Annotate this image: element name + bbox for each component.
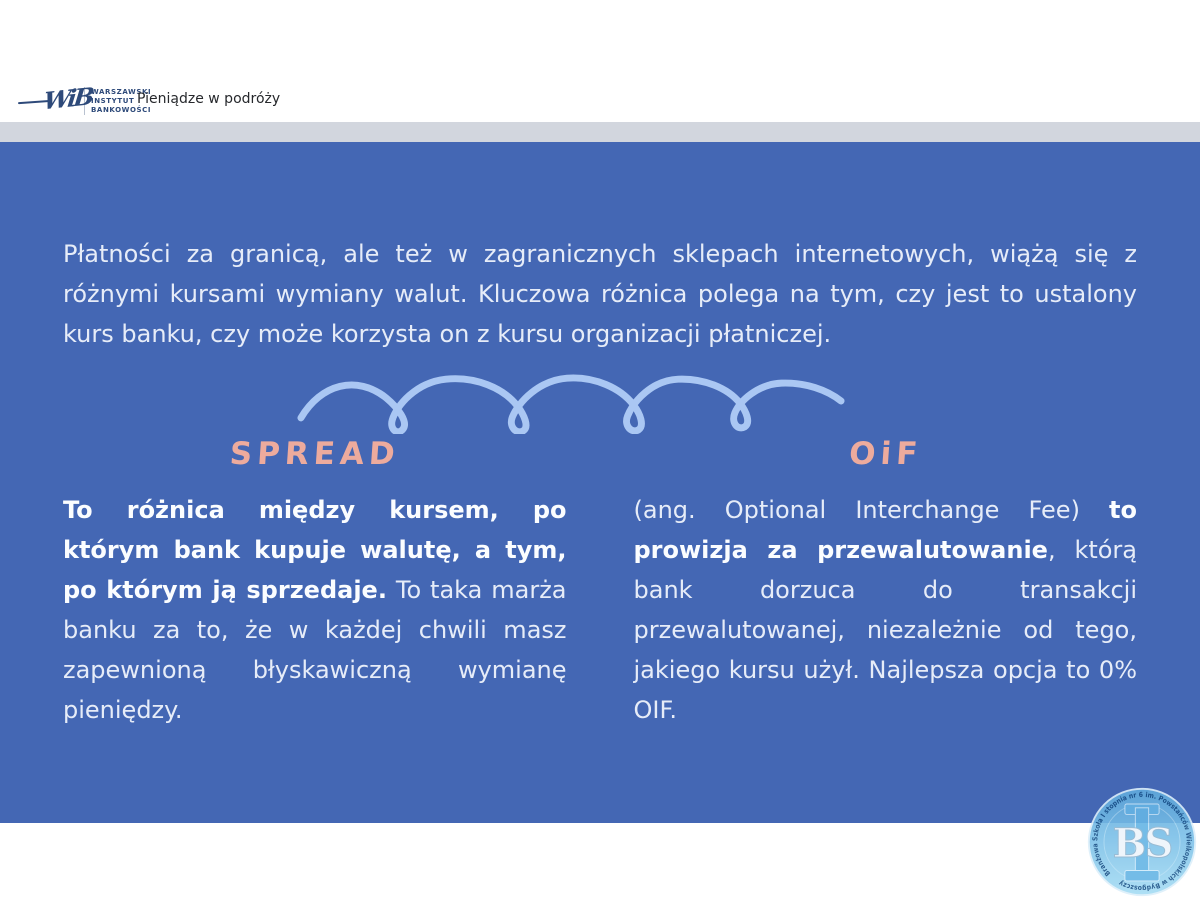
spread-definition-rest: To taka marża banku za to, że w każdej chwili masz zapewnioną błyskawiczną wymianę pieniędzy. xyxy=(63,576,567,724)
badge-rim-text: Branżowa Szkoła I stopnia nr 6 im. Powstańców Wielkopolskich w Bydgoszczy xyxy=(1091,790,1193,893)
spread-definition xyxy=(63,490,567,730)
spread-definition-bold: To różnica między kursem, po którym bank kupuje walutę, a tym, po którym ją sprzedaje. xyxy=(63,496,567,604)
badge-monogram: BS xyxy=(1112,821,1172,868)
footer-strip xyxy=(0,823,1200,900)
slide xyxy=(0,142,1200,823)
definition-columns xyxy=(63,436,1137,730)
intro-paragraph: Płatności za granicą, ale też w zagranicznych sklepach internetowych, wiążą się z różnymi kursami wymiany walut. Kluczowa różnica polega na tym, czy jest to ustalony kurs banku, czy może korzysta on z kursu organizacji płatniczej. xyxy=(63,240,1137,348)
oif-definition-bold: to prowizja za przewalutowanie xyxy=(633,496,1137,564)
wib-logo-icon xyxy=(18,81,93,118)
header xyxy=(0,0,1200,122)
oif-definition-prefix: (ang. Optional Interchange Fee) xyxy=(633,496,1110,524)
separator-band xyxy=(0,122,1200,142)
logo-word-2: INSTYTUT xyxy=(91,96,135,105)
logo-word-3: BANKOWOŚCI xyxy=(91,105,152,114)
oif-column xyxy=(634,436,1138,730)
oif-definition-rest: , którą bank dorzuca do transakcji przewalutowanej, niezależnie od tego, jakiego kursu użył. Najlepsza opcja to 0% OIF. xyxy=(633,536,1138,724)
oif-heading: OiF xyxy=(847,436,924,472)
spread-column xyxy=(63,436,567,730)
curly-spring-doodle-icon xyxy=(293,370,849,434)
school-badge-logo xyxy=(1085,785,1199,899)
logo-word-1: WARSZAWSKI xyxy=(91,87,152,96)
spread-heading: SPREAD xyxy=(228,436,401,472)
course-title: Pieniądze w podróży xyxy=(137,91,281,107)
signature-mark: WiB xyxy=(42,81,93,116)
wib-logo xyxy=(18,81,152,118)
oif-definition xyxy=(634,490,1138,730)
